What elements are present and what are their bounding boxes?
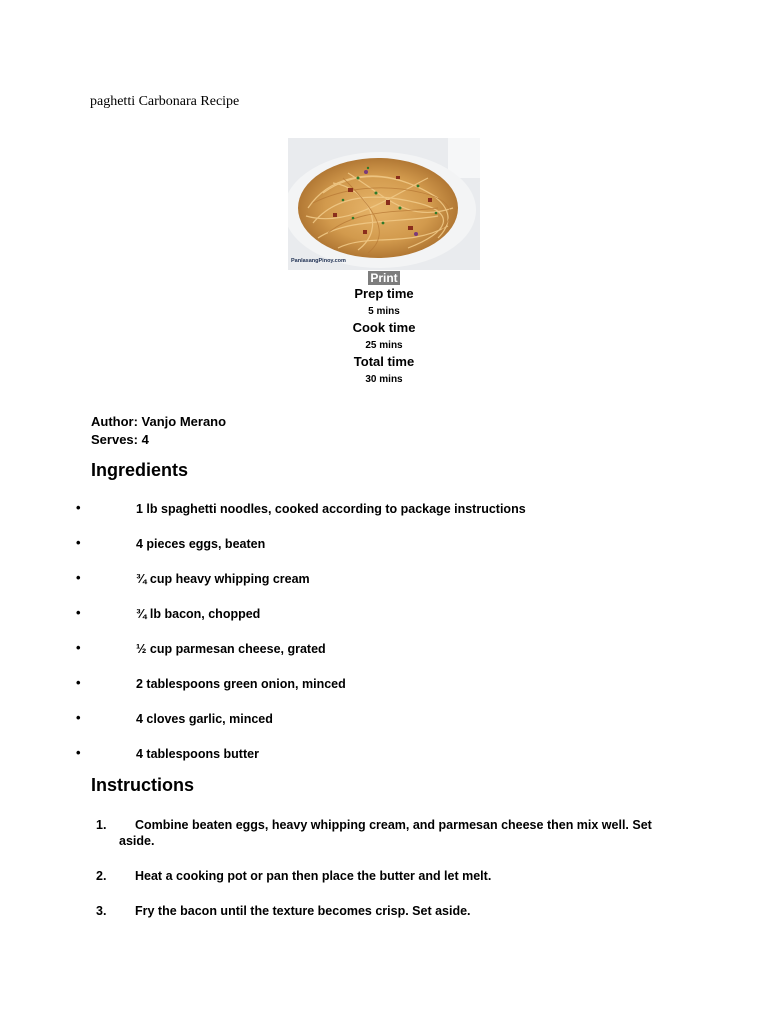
- bullet: •: [76, 535, 81, 550]
- step-text: Fry the bacon until the texture becomes crisp. Set aside.: [135, 904, 471, 918]
- step-number: 2.: [96, 869, 107, 883]
- ingredient-text: ½ cup parmesan cheese, grated: [136, 642, 326, 656]
- bullet: •: [76, 640, 81, 655]
- bullet: •: [76, 500, 81, 515]
- instructions-heading: Instructions: [91, 775, 195, 795]
- total-time-label: Total time: [353, 354, 415, 369]
- bullet: •: [76, 605, 81, 620]
- document-title: paghetti Carbonara Recipe: [90, 94, 240, 109]
- cook-time-value: 25 mins: [365, 340, 403, 351]
- ingredient-text: ¾ lb bacon, chopped: [136, 607, 261, 621]
- bullet: •: [76, 710, 81, 725]
- ingredient-text: 2 tablespoons green onion, minced: [136, 677, 346, 691]
- ingredient-text: ¾ cup heavy whipping cream: [136, 572, 310, 586]
- ingredient-text: 4 cloves garlic, minced: [136, 712, 273, 726]
- step-number: 3.: [96, 904, 107, 918]
- prep-time-label: Prep time: [354, 286, 414, 301]
- ingredient-text: 4 pieces eggs, beaten: [136, 537, 266, 551]
- ingredient-text: 1 lb spaghetti noodles, cooked according to package instructions: [136, 502, 526, 516]
- recipe-photo: [288, 138, 480, 270]
- step-number: 1.: [96, 818, 107, 832]
- bullet: •: [76, 745, 81, 760]
- cook-time-label: Cook time: [352, 320, 416, 335]
- ingredients-heading: Ingredients: [91, 460, 189, 480]
- prep-time-value: 5 mins: [368, 306, 400, 317]
- step-text: Heat a cooking pot or pan then place the butter and let melt.: [135, 869, 492, 883]
- photo-watermark: PanlasangPinoy.com: [291, 258, 346, 264]
- print-button[interactable]: Print: [370, 271, 398, 285]
- step-text: Combine beaten eggs, heavy whipping cream, and parmesan cheese then mix well. Set aside.: [119, 818, 652, 848]
- ingredient-text: 4 tablespoons butter: [136, 747, 259, 761]
- author: Author: Vanjo Merano: [91, 414, 227, 429]
- print-button-wrap: [284, 271, 484, 285]
- bullet: •: [76, 675, 81, 690]
- bullet: •: [76, 570, 81, 585]
- total-time-value: 30 mins: [365, 374, 403, 385]
- serves: Serves: 4: [91, 432, 149, 447]
